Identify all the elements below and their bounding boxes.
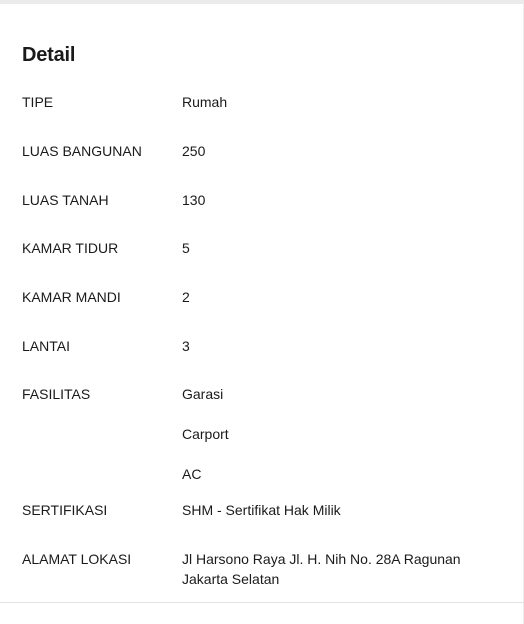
row-label: LUAS TANAH xyxy=(22,192,109,208)
facility-item: Garasi xyxy=(182,386,224,402)
row-label: LUAS BANGUNAN xyxy=(22,143,142,159)
row-value: 130 xyxy=(182,192,206,208)
row-value: SHM - Sertifikat Hak Milik xyxy=(182,502,341,518)
row-label: SERTIFIKASI xyxy=(22,502,108,518)
address-line: Jl Harsono Raya Jl. H. Nih No. 28A Ragunan xyxy=(182,551,461,567)
address-line: Jakarta Selatan xyxy=(182,571,280,587)
top-divider xyxy=(0,0,524,4)
facility-item: AC xyxy=(182,466,202,482)
row-value: 2 xyxy=(182,289,190,305)
bottom-divider xyxy=(0,602,524,603)
row-value: 5 xyxy=(182,240,190,256)
row-label: KAMAR MANDI xyxy=(22,289,121,305)
row-label: KAMAR TIDUR xyxy=(22,240,119,256)
row-label: TIPE xyxy=(22,94,54,110)
row-label: LANTAI xyxy=(22,338,70,354)
row-value: Rumah xyxy=(182,94,228,110)
facility-list xyxy=(182,384,502,504)
detail-panel xyxy=(22,40,502,587)
row-value: 250 xyxy=(182,143,206,159)
facility-item: Carport xyxy=(182,426,229,442)
row-label: ALAMAT LOKASI xyxy=(22,551,132,567)
row-value: 3 xyxy=(182,338,190,354)
row-label: FASILITAS xyxy=(22,386,91,402)
address-value xyxy=(182,549,502,589)
section-title: Detail xyxy=(22,44,76,66)
